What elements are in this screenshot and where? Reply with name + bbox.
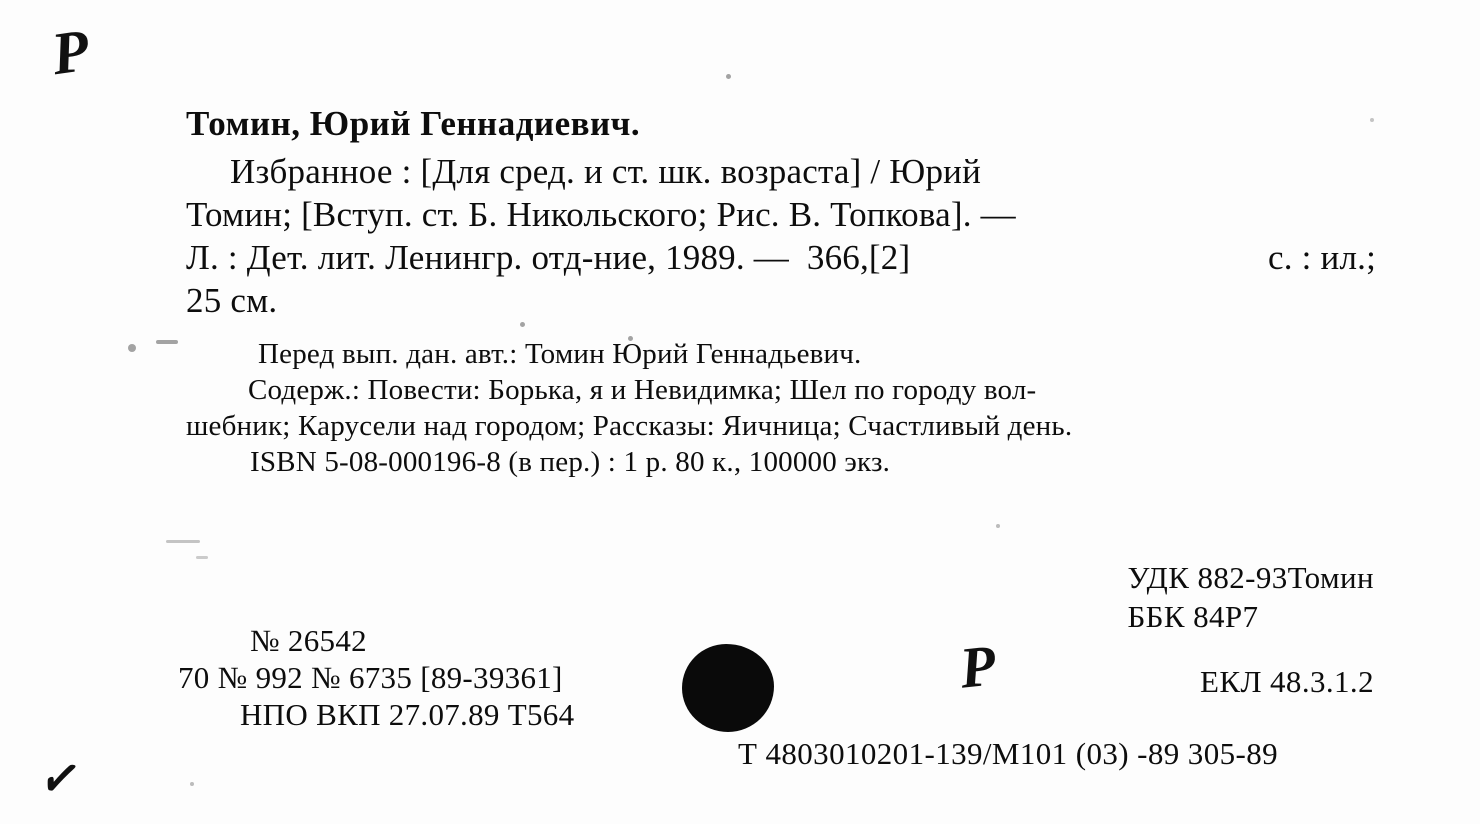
accession-stamp	[178, 622, 574, 733]
paper-speck	[996, 524, 1000, 528]
bbk-code: ББК 84Р7	[1127, 599, 1259, 634]
publisher-imprint-line: Т 4803010201-139/М101 (03) -89 305-89	[738, 736, 1279, 771]
note-contents-line-1	[186, 372, 1376, 408]
paper-speck	[156, 340, 178, 344]
bibliographic-description	[186, 104, 1376, 322]
handwritten-mark-middle: Р	[956, 632, 999, 701]
accession-number: № 26542	[250, 623, 367, 658]
accession-agency-line: НПО ВКП 27.07.89 Т564	[240, 697, 575, 732]
udk-code: УДК 882-93Томин	[1127, 560, 1374, 595]
title-line-3-right: с. : ил.;	[1268, 238, 1376, 277]
title-line-3-left: Л. : Дет. лит. Ленингр. отд-ние, 1989. — 366,[2]	[186, 238, 911, 277]
notes-block	[186, 336, 1376, 480]
paper-speck	[196, 556, 208, 559]
note-contents-line-2: шебник; Карусели над городом; Рассказы: Яичница; Счастливый день.	[186, 410, 1073, 442]
paper-speck	[190, 782, 194, 786]
ekl-code: ЕКЛ 48.3.1.2	[1200, 664, 1374, 699]
ink-blot	[682, 644, 774, 732]
note-author-statement: Перед вып. дан. авт.: Томин Юрий Геннадьевич.	[258, 338, 862, 370]
paper-speck	[726, 74, 731, 79]
title-line-2: Томин; [Вступ. ст. Б. Никольского; Рис. В. Топкова]. —	[186, 195, 1016, 234]
handwritten-mark-top: Р	[47, 16, 94, 88]
title-line-3	[186, 236, 1376, 279]
title-line-1: Избранное : [Для сред. и ст. шк. возраста] / Юрий	[230, 152, 982, 191]
author-heading: Томин, Юрий Геннадиевич.	[186, 104, 641, 143]
paper-speck	[128, 344, 136, 352]
accession-order-line: 70 № 992 № 6735 [89-39361]	[178, 660, 563, 695]
paper-speck	[166, 540, 200, 543]
note-isbn-price: ISBN 5-08-000196-8 (в пер.) : 1 р. 80 к., 100000 экз.	[250, 446, 891, 478]
title-line-4: 25 см.	[186, 281, 278, 320]
note-contents-text: Содерж.: Повести: Борька, я и Невидимка; Шел по городу вол-	[248, 374, 1037, 406]
classification-codes	[1127, 558, 1374, 636]
handwritten-checkmark: ✓	[35, 745, 86, 813]
paper-speck	[520, 322, 525, 327]
